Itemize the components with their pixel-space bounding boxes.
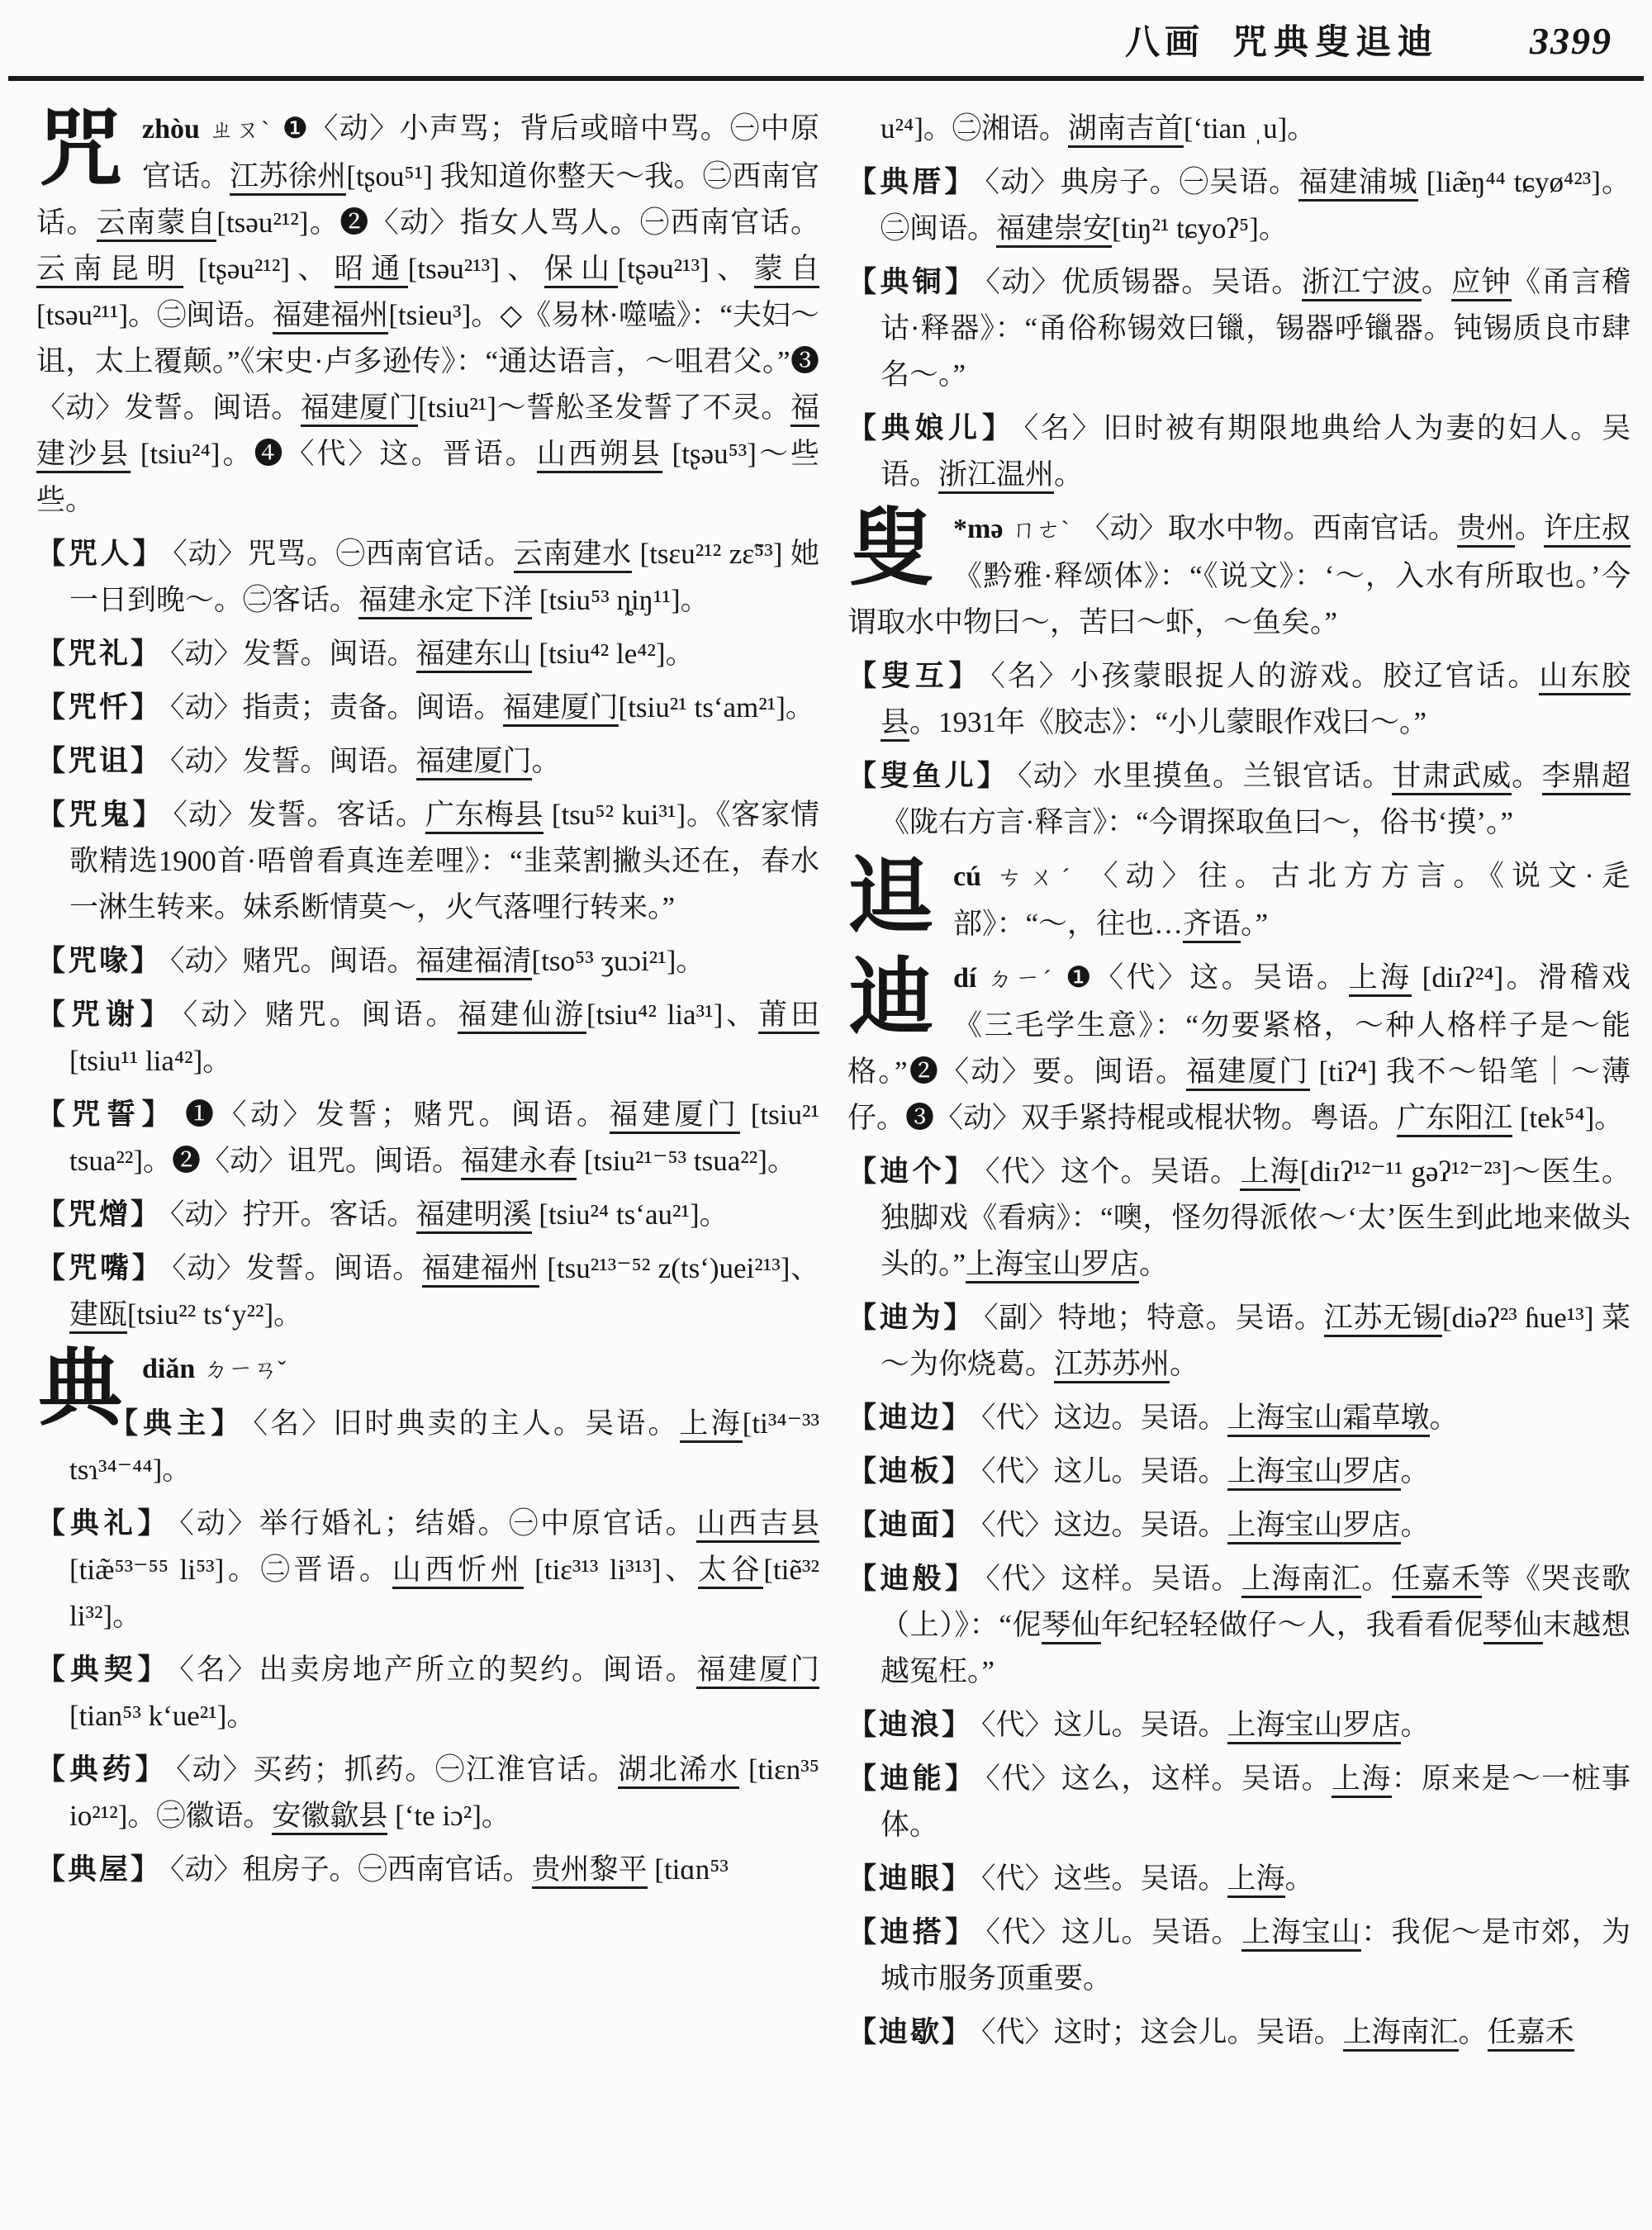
dictionary-entry: 【典药】 〈动〉买药；抓药。㊀江淮官话。湖北浠水 [tiɛn³⁵ io²¹²]。㊁徽语。安徽歙县 [ʻte iɔ²]。 <box>36 1747 819 1839</box>
zhuyin-label: ㄘㄨˊ <box>990 864 1078 891</box>
dictionary-entry: 【迪边】 〈代〉这边。吴语。上海宝山霜草墩。 <box>847 1395 1631 1441</box>
head-character: 咒 <box>38 106 122 197</box>
entry-headword: 【典屋】 <box>36 1853 163 1886</box>
head-character: 䢐 <box>849 851 933 944</box>
place-name: 上海宝山罗店 <box>1227 1455 1401 1491</box>
pinyin-label: cú <box>953 861 981 892</box>
dictionary-entry: 【咒人】 〈动〉咒骂。㊀西南官话。云南建水 [tsɛu²¹² zɛ̃⁵³] 她一日到晚～。㊁客话。福建永定下洋 [tsiu⁵³ ȵiŋ¹¹]。 <box>36 531 819 624</box>
place-name: 上海宝山 <box>1241 1916 1361 1952</box>
place-name: 云南建水 <box>514 538 632 573</box>
place-name: 江苏徐州 <box>230 160 346 196</box>
entry-headword: 【典药】 <box>36 1753 169 1786</box>
place-name: 任嘉禾 <box>1392 1563 1482 1598</box>
place-name: 应钟 <box>1451 266 1512 301</box>
place-name: 琴仙 <box>1042 1609 1100 1644</box>
place-name: 许庄叔 <box>1544 512 1631 548</box>
zhuyin-label: ㄇㄜˋ <box>1011 516 1070 543</box>
place-name: 上海宝山霜草墩 <box>1227 1402 1430 1437</box>
entry-headword: 【典厝】 <box>847 166 977 198</box>
place-name: 太谷 <box>698 1554 763 1589</box>
dictionary-entry: 咒zhòu ㄓㄡˋ ❶〈动〉小声骂；背后或暗中骂。㊀中原官话。江苏徐州[tʂou⁵¹] 我知道你整天～我。㊁西南官话。云南蒙自[tsəu²¹²]。❷〈动〉指女人骂人。㊀西南官话。云南昆明 [tʂəu²¹²]、昭通[tsəu²¹³]、保山[tʂəu²¹³]、蒙自 [tsəu²¹¹]。㊁闽语。福建福州[tsieu³]。◇《易林·噬嗑》：“夫妇～诅，太上覆颠。”《宋史·卢多逊传》：“通达语言，～咀君父。”❸〈动〉发誓。闽语。福建厦门[tsiu²¹]～誓舩圣发誓了不灵。福建沙县 [tsiu²⁴]。❹〈代〉这。晋语。山西朔县 [tʂəu⁵³]～些些。 <box>36 106 819 516</box>
dictionary-entry: 䢐cú ㄘㄨˊ 〈动〉往。古北方方言。《说文·辵部》：“～，往也…齐语。” <box>849 851 1631 944</box>
zhuyin-label: ㄉㄧㄢˇ <box>203 1356 287 1383</box>
place-name: 广东阳江 <box>1397 1102 1512 1137</box>
dictionary-entry: 【咒熷】 〈动〉拧开。客话。福建明溪 [tsiu²⁴ ts‘au²¹]。 <box>36 1192 819 1238</box>
pinyin-label: zhòu <box>142 114 200 145</box>
dictionary-entry: 【咒礼】 〈动〉发誓。闽语。福建东山 [tsiu⁴² le⁴²]。 <box>36 631 819 677</box>
dictionary-entry: 【迪眼】 〈代〉这些。吴语。上海。 <box>847 1856 1631 1902</box>
entry-headword: 【迪面】 <box>847 1509 974 1541</box>
place-name: 湖北浠水 <box>618 1753 739 1789</box>
entry-headword: 【典礼】 <box>36 1507 172 1540</box>
head-character: 典 <box>38 1343 122 1436</box>
place-name: 上海宝山罗店 <box>1227 1509 1401 1544</box>
place-name: 贵州 <box>1457 512 1515 548</box>
dictionary-entry: 【咒鬼】 〈动〉发誓。客话。广东梅县 [tsu⁵² kui³¹]。《客家情歌精选1900首·唔曾看真连差哩》：“韭菜割撇头还在，春水一淋生转来。妹系断情莫～，火气落哩行转来。” <box>36 799 819 923</box>
place-name: 福建厦门 <box>503 691 619 727</box>
place-name: 福建福州 <box>422 1252 539 1288</box>
place-name: 福建厦门 <box>1186 1056 1309 1091</box>
entry-headword: 【迪板】 <box>847 1455 974 1487</box>
dictionary-entry: 【咒诅】 〈动〉发誓。闽语。福建厦门。 <box>36 738 819 785</box>
place-name: 齐语 <box>1183 908 1241 943</box>
dictionary-entry: 【咒嘴】 〈动〉发誓。闽语。福建福州 [tsu²¹³⁻⁵² z(ts‘)uei²¹³]、建瓯[tsiu²² ts‘y²²]。 <box>36 1245 819 1338</box>
dictionary-entry: 【迪为】 〈副〉特地；特意。吴语。江苏无锡[diəʔ²³ ɦue¹³] 菜～为你烧葛。江苏苏州。 <box>847 1295 1631 1388</box>
place-name: 上海 <box>1332 1763 1392 1798</box>
pinyin-label: diǎn <box>142 1354 196 1384</box>
place-name: 山西忻州 <box>392 1554 524 1589</box>
dictionary-entry: 【迪能】 〈代〉这么，这样。吴语。上海：原来是～一桩事体。 <box>847 1763 1631 1841</box>
place-name: 福建沙县 <box>36 391 819 473</box>
entry-headword: 【迪浪】 <box>847 1709 974 1741</box>
place-name: 云南昆明 <box>36 253 183 288</box>
place-name: 上海宝山罗店 <box>1227 1709 1401 1744</box>
entry-headword: 【迪般】 <box>847 1563 978 1595</box>
dictionary-entry: 【咒喙】 〈动〉赌咒。闽语。福建福清[tso⁵³ ʒuɔi²¹]。 <box>36 938 819 985</box>
place-name: 李鼎超 <box>1542 760 1631 795</box>
place-name: 福建明溪 <box>416 1198 532 1234</box>
entry-headword: 【咒熷】 <box>36 1198 163 1231</box>
place-name: 任嘉禾 <box>1488 2016 1574 2052</box>
entry-headword: 【咒忏】 <box>36 691 163 724</box>
entry-headword: 【迪能】 <box>847 1763 978 1795</box>
dictionary-entry: 【典娘儿】 〈名〉旧时被有期限地典给人为妻的妇人。吴语。浙江温州。 <box>847 406 1631 498</box>
dictionary-entry: 【迪歇】 〈代〉这时；这会儿。吴语。上海南汇。任嘉禾 <box>847 2009 1631 2056</box>
page-header <box>0 0 1652 68</box>
entry-headword: 【典铜】 <box>847 266 978 298</box>
place-name: 云南蒙自 <box>97 206 217 242</box>
place-name: 上海南汇 <box>1241 1563 1361 1598</box>
dictionary-entry: 【咒谢】 〈动〉赌咒。闽语。福建仙游[tsiu⁴² lia³¹]、莆田 [tsiu¹¹ lia⁴²]。 <box>36 999 819 1077</box>
place-name: 福建浦城 <box>1298 166 1418 202</box>
dictionary-entry: 【咒忏】 〈动〉指责；责备。闽语。福建厦门[tsiu²¹ ts‘am²¹]。 <box>36 685 819 731</box>
place-name: 福建永定下洋 <box>358 584 532 619</box>
place-name: 上海南汇 <box>1343 2016 1459 2052</box>
entry-headword: 【迪个】 <box>847 1155 977 1188</box>
place-name: 福建永春 <box>461 1145 577 1180</box>
entry-headword: 【典娘儿】 <box>847 412 1016 444</box>
dictionary-entry: 【迪个】 〈代〉这个。吴语。上海[diɪʔ¹²⁻¹¹ gəʔ¹²⁻²³]～医生。独脚戏《看病》：“噢，怪勿得派侬～‘太’医生到此地来做头头的。”上海宝山罗店。 <box>847 1149 1631 1288</box>
place-name: 上海 <box>1227 1862 1285 1898</box>
zhuyin-label: ㄓㄡˋ <box>207 116 271 144</box>
dictionary-entry: 【典礼】 〈动〉举行婚礼；结婚。㊀中原官话。山西吉县 [tiæ̃⁵³⁻⁵⁵ li⁵³]。㊁晋语。山西忻州 [tiɛ³¹³ li³¹³]、太谷[tiẽ³² li³²]。 <box>36 1507 819 1632</box>
dictionary-entry: 叟 *mə ㄇㄜˋ 〈动〉取水中物。西南官话。贵州。许庄叔《黔雅·释颂体》：“《说文》：‘～，入水有所取也。’今谓取水中物曰～，苦曰～虾，～鱼矣。” <box>847 503 1631 638</box>
place-name: 甘肃武威 <box>1392 760 1512 795</box>
entry-headword: 【典契】 <box>36 1654 172 1686</box>
entry-headword: 【叟互】 <box>847 660 983 692</box>
dictionary-entry: 【迪般】 〈代〉这样。吴语。上海南汇。任嘉禾等《哭丧歌（上）》：“伲琴仙年纪轻轻做仔～人，我看看伲琴仙末越想越冤枉。” <box>847 1563 1631 1687</box>
place-name: 上海 <box>1349 961 1412 997</box>
place-name: 保山 <box>544 253 618 288</box>
entry-headword: 【迪搭】 <box>847 1916 978 1948</box>
place-name: 上海 <box>1240 1155 1299 1191</box>
head-character: 叟 <box>849 503 933 596</box>
entry-headword: 【迪为】 <box>847 1302 976 1334</box>
place-name: 昭通 <box>335 253 408 288</box>
place-name: 江苏无锡 <box>1324 1302 1442 1337</box>
zhuyin-label: ㄉㄧˊ <box>985 966 1055 993</box>
dictionary-entry: 【迪板】 〈代〉这儿。吴语。上海宝山罗店。 <box>847 1449 1631 1495</box>
header-characters: 咒典叟䢐迪 <box>1232 24 1439 62</box>
place-name: 莆田 <box>758 999 819 1034</box>
place-name: 福建厦门 <box>696 1654 819 1689</box>
place-name: 建瓯 <box>69 1298 127 1334</box>
dictionary-entry: 【典厝】 〈动〉典房子。㊀吴语。福建浦城 [liæ̃ŋ⁴⁴ tɕyø⁴²³]。㊁闽语。福建崇安[tiŋ²¹ tɕyoʔ⁵]。 <box>847 159 1631 252</box>
place-name: 贵州黎平 <box>532 1853 648 1889</box>
place-name: 福建东山 <box>416 638 532 673</box>
pinyin-label: dí <box>953 963 977 994</box>
text-columns <box>0 81 1652 2230</box>
dictionary-entry: 【叟互】 〈名〉小孩蒙眼捉人的游戏。胶辽官话。山东胶县。1931年《胶志》：“小儿蒙眼作戏曰～。” <box>847 653 1631 746</box>
place-name: 江苏苏州 <box>1054 1348 1170 1383</box>
place-name: 琴仙 <box>1483 1609 1542 1644</box>
place-name: 福建厦门 <box>610 1098 740 1134</box>
right-column <box>847 106 1631 2230</box>
dictionary-entry: 【典屋】 〈动〉租房子。㊀西南官话。贵州黎平 [tiɑn⁵³ <box>36 1847 819 1893</box>
place-name: 福建福州 <box>273 299 388 334</box>
dictionary-entry: 【典铜】 〈动〉优质锡器。吴语。浙江宁波。应钟《甬言稽诂·释器》：“甬俗称锡效曰镴，锡器呼镴器。钝锡质良市肆名～。” <box>847 266 1631 391</box>
page-number: 3399 <box>1530 20 1612 62</box>
entry-headword: 【咒谢】 <box>36 999 175 1031</box>
entry-headword: 【迪歇】 <box>847 2016 974 2048</box>
place-name: 福建崇安 <box>996 212 1112 248</box>
entry-headword: 【迪眼】 <box>847 1862 974 1895</box>
entry-headword: 【典主】 <box>109 1407 245 1440</box>
place-name: 上海 <box>680 1407 743 1443</box>
pinyin-label: *mə <box>953 514 1004 544</box>
place-name: 福建仙游 <box>458 999 586 1034</box>
dictionary-entry: 【咒誓】 ❶〈动〉发誓；赌咒。闽语。福建厦门 [tsiu²¹ tsua²²]。❷〈动〉诅咒。闽语。福建永春 [tsiu²¹⁻⁵³ tsua²²]。 <box>36 1092 819 1184</box>
entry-headword: 【迪边】 <box>847 1402 974 1434</box>
place-name: 山东胶县 <box>881 660 1631 742</box>
place-name: 浙江宁波 <box>1302 266 1422 301</box>
entry-headword: 【咒鬼】 <box>36 799 165 831</box>
entry-headword: 【叟鱼儿】 <box>847 760 1010 792</box>
dictionary-entry: 【迪搭】 〈代〉这儿。吴语。上海宝山：我伲～是市郊，为城市服务顶重要。 <box>847 1916 1631 1995</box>
stroke-section-label: 八画 <box>1124 24 1204 62</box>
place-name: 山西朔县 <box>537 438 662 473</box>
place-name: 山西吉县 <box>696 1507 819 1543</box>
dictionary-entry: 【迪面】 〈代〉这边。吴语。上海宝山罗店。 <box>847 1502 1631 1549</box>
place-name: 上海宝山罗店 <box>966 1248 1139 1283</box>
place-name: 浙江温州 <box>938 458 1054 494</box>
left-column <box>36 106 819 2230</box>
dictionary-entry: 迪dí ㄉㄧˊ ❶〈代〉这。吴语。上海 [diɪʔ²⁴]。滑稽戏《三毛学生意》：“勿要紧格，～种人格样子是～能格。”❷〈动〉要。闽语。福建厦门 [tiʔ⁴] 我不～铅笔｜～薄仔。❸〈动〉双手紧持棍或棍状物。粤语。广东阳江 [tek⁵⁴]。 <box>847 955 1631 1141</box>
head-character: 迪 <box>849 952 933 1046</box>
entry-headword: 【咒诅】 <box>36 745 163 777</box>
dictionary-entry: 【迪浪】 〈代〉这儿。吴语。上海宝山罗店。 <box>847 1702 1631 1748</box>
entry-headword: 【咒誓】 <box>36 1098 177 1131</box>
place-name: 广东梅县 <box>425 799 544 834</box>
entry-headword: 【咒喙】 <box>36 945 163 977</box>
place-name: 福建福清 <box>416 945 532 980</box>
dictionary-entry: 【叟鱼儿】 〈动〉水里摸鱼。兰银官话。甘肃武威。李鼎超《陇右方言·释言》：“今谓探取鱼曰～，俗书‘摸’。” <box>847 760 1631 838</box>
entry-headword: 【咒嘴】 <box>36 1252 164 1284</box>
place-name: 福建厦门 <box>301 391 418 427</box>
place-name: 安徽歙县 <box>272 1800 387 1835</box>
dictionary-entry: 【典契】 〈名〉出卖房地产所立的契约。闽语。福建厦门 [tian⁵³ k‘ue²¹]。 <box>36 1654 819 1732</box>
dictionary-entry: u²⁴]。㊁湘语。湖南吉首[ʻtian ˌu]。 <box>847 106 1631 152</box>
entry-headword: 【咒礼】 <box>36 638 163 670</box>
place-name: 湖南吉首 <box>1068 112 1184 148</box>
dictionary-entry: 【典主】 〈名〉旧时典卖的主人。吴语。上海[ti³⁴⁻³³ tsɿ³⁴⁻⁴⁴]。 <box>69 1407 819 1486</box>
place-name: 蒙自 <box>754 253 819 288</box>
place-name: 福建厦门 <box>416 745 532 780</box>
entry-headword: 【咒人】 <box>36 538 165 570</box>
